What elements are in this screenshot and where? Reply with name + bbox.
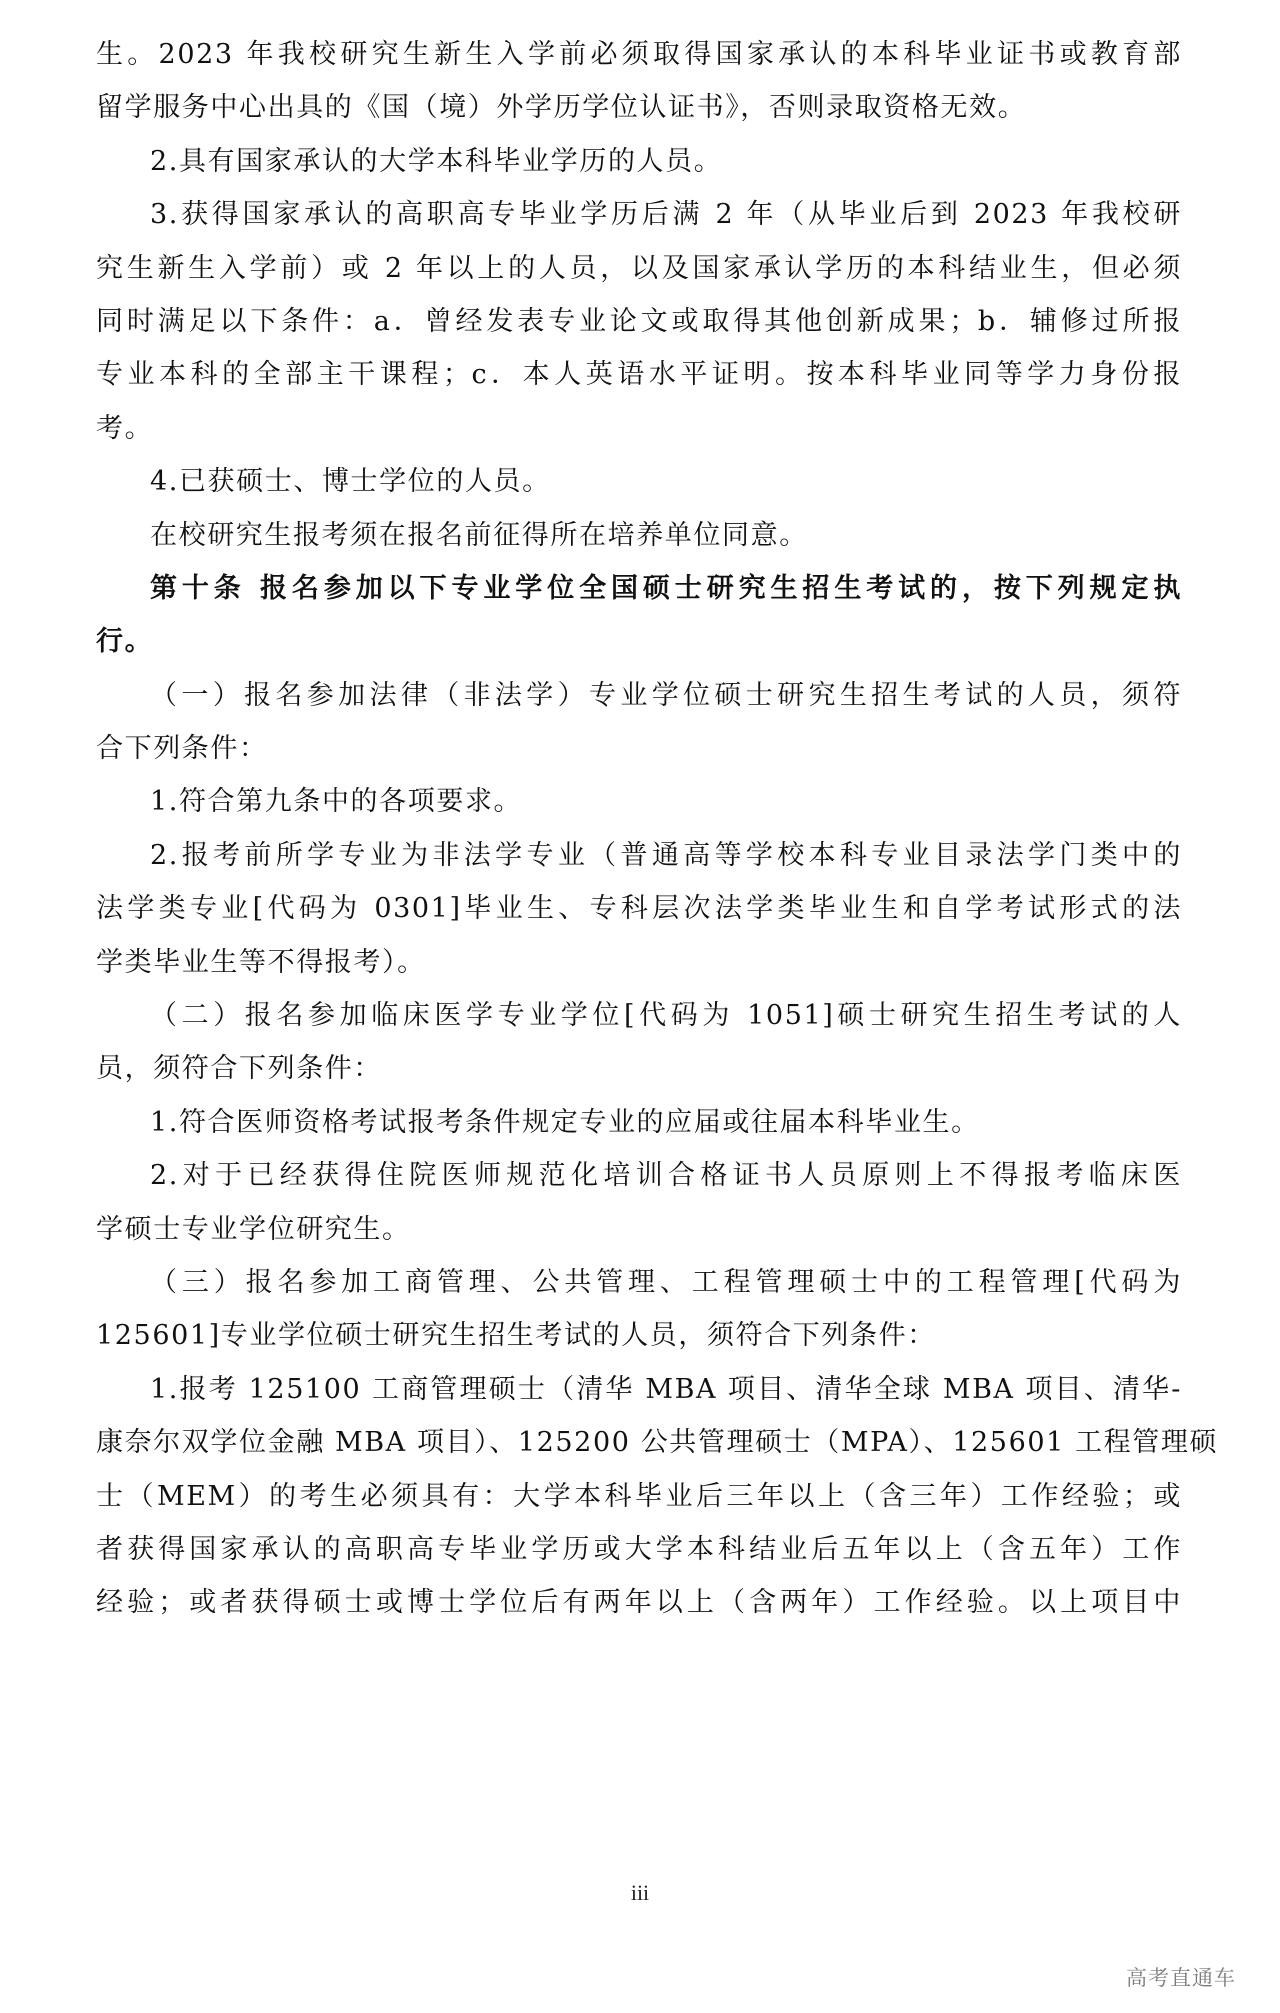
watermark-text: 高考直通车 <box>1126 1966 1236 1990</box>
text-line: 3.获得国家承认的高职高专毕业学历后满 2 年（从毕业后到 2023 年我校研 <box>150 199 1182 231</box>
text-line: 考。 <box>96 412 154 444</box>
text-line: 2.具有国家承认的大学本科毕业学历的人员。 <box>150 145 723 177</box>
text-line: 员，须符合下列条件： <box>96 1053 382 1085</box>
paragraph-p14 <box>96 1363 1219 1630</box>
paragraph-p5 <box>96 509 1182 562</box>
text-line: 留学服务中心出具的《国（境）外学历学位认证书》，否则录取资格无效。 <box>96 92 1027 124</box>
text-line: 康奈尔双学位金融 MBA 项目）、125200 公共管理硕士（MPA）、125601 工程管理硕 <box>96 1427 1219 1459</box>
text-line: 学类毕业生等不得报考）。 <box>96 946 426 978</box>
paragraph-p7 <box>96 669 1182 776</box>
text-line: 1.报考 125100 工商管理硕士（清华 MBA 项目、清华全球 MBA 项目、清华- <box>150 1373 1182 1405</box>
text-line: 2.对于已经获得住院医师规范化培训合格证书人员原则上不得报考临床医 <box>150 1160 1182 1192</box>
document-body <box>96 28 1219 1630</box>
text-line: 专业本科的全部主干课程；c．本人英语水平证明。按本科毕业同等学力身份报 <box>96 359 1182 391</box>
paragraph-p1 <box>96 28 1182 135</box>
paragraph-p9 <box>96 829 1182 989</box>
text-line: 1.符合医师资格考试报考条件规定专业的应届或往届本科毕业生。 <box>150 1106 980 1138</box>
paragraph-p3 <box>96 188 1182 455</box>
paragraph-p6 <box>96 562 1182 669</box>
text-line: 士（MEM）的考生必须具有：大学本科毕业后三年以上（含三年）工作经验；或 <box>96 1480 1182 1512</box>
paragraph-p12 <box>96 1149 1182 1256</box>
paragraph-p4 <box>96 455 1182 508</box>
text-line: 者获得国家承认的高职高专毕业学历或大学本科结业后五年以上（含五年）工作 <box>96 1533 1182 1565</box>
text-line: 同时满足以下条件：a．曾经发表专业论文或取得其他创新成果；b．辅修过所报 <box>96 305 1182 337</box>
text-line: 第十条 报名参加以下专业学位全国硕士研究生招生考试的，按下列规定执 <box>150 572 1182 604</box>
text-line: 2.报考前所学专业为非法学专业（普通高等学校本科专业目录法学门类中的 <box>150 839 1182 871</box>
paragraph-p2 <box>96 135 1182 188</box>
text-line: 经验；或者获得硕士或博士学位后有两年以上（含两年）工作经验。以上项目中 <box>96 1587 1182 1619</box>
text-line: 行。 <box>96 626 154 658</box>
text-line: （一）报名参加法律（非法学）专业学位硕士研究生招生考试的人员，须符 <box>150 679 1182 711</box>
text-line: 在校研究生报考须在报名前征得所在培养单位同意。 <box>150 519 808 551</box>
text-line: 125601]专业学位硕士研究生招生考试的人员，须符合下列条件： <box>96 1320 936 1352</box>
text-line: 4.已获硕士、博士学位的人员。 <box>150 466 551 498</box>
paragraph-p8 <box>96 775 1182 828</box>
text-line: （二）报名参加临床医学专业学位[代码为 1051]硕士研究生招生考试的人 <box>150 1000 1182 1032</box>
text-line: 学硕士专业学位研究生。 <box>96 1213 411 1245</box>
text-line: 法学类专业[代码为 0301]毕业生、专科层次法学类毕业生和自学考试形式的法 <box>96 893 1182 925</box>
paragraph-p11 <box>96 1096 1182 1149</box>
text-line: 1.符合第九条中的各项要求。 <box>150 786 523 818</box>
paragraph-p13 <box>96 1256 1182 1363</box>
text-line: （三）报名参加工商管理、公共管理、工程管理硕士中的工程管理[代码为 <box>150 1266 1182 1298</box>
text-line: 究生新生入学前）或 2 年以上的人员，以及国家承认学历的本科结业生，但必须 <box>96 252 1182 284</box>
text-line: 合下列条件： <box>96 733 268 765</box>
page-number: iii <box>630 1880 650 1905</box>
paragraph-p10 <box>96 989 1182 1096</box>
text-line: 生。2023 年我校研究生新生入学前必须取得国家承认的本科毕业证书或教育部 <box>96 39 1182 70</box>
